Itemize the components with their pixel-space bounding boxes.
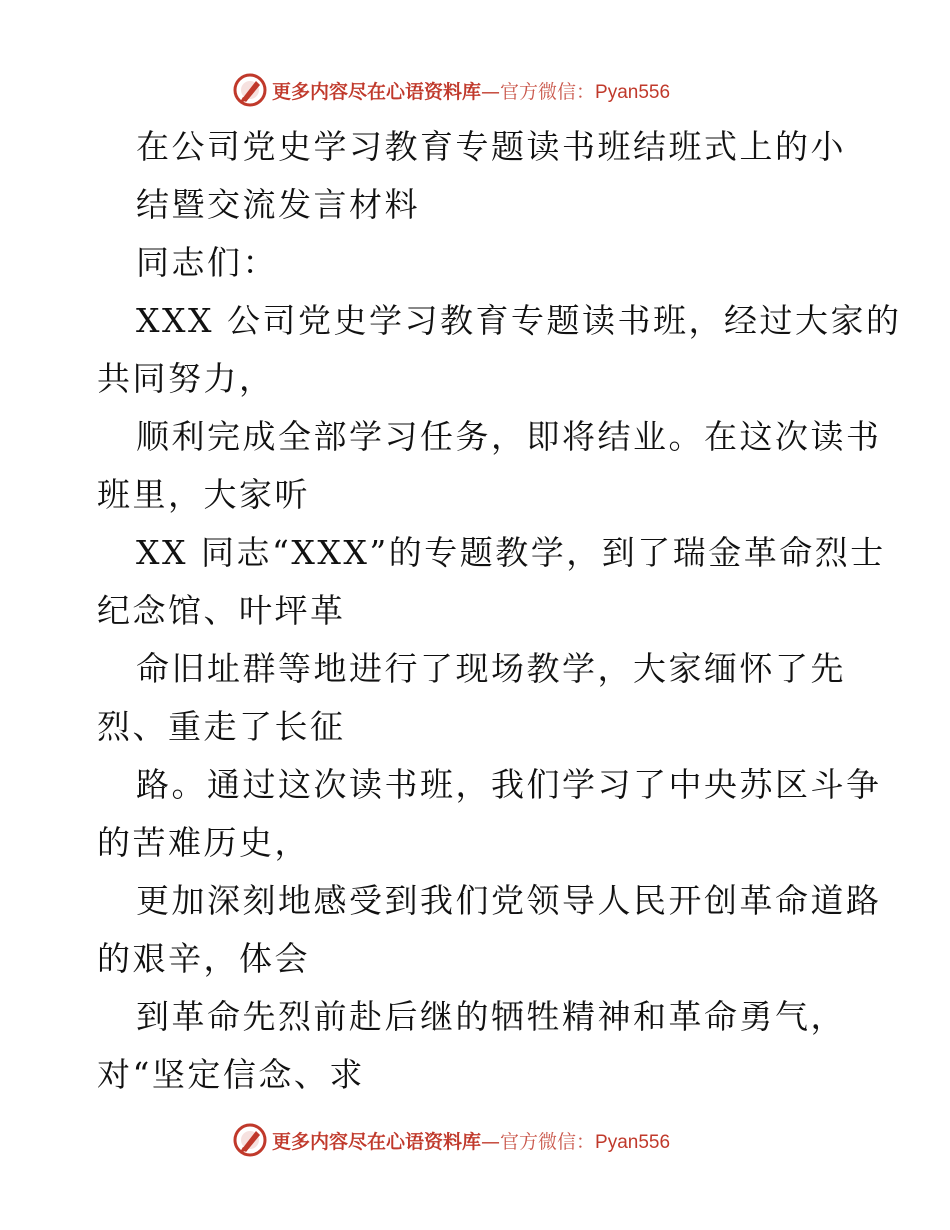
body-line: 纪念馆、叶坪革 [97,591,346,630]
banner-wechat-label: 官方微信： [500,80,596,103]
body-line: 更加深刻地感受到我们党领导人民开创革命道路 [136,881,882,920]
body-line: 烈、重走了长征 [97,707,346,746]
salutation: 同志们： [136,243,278,282]
body-line: 路。通过这次读书班，我们学习了中央苏区斗争 [136,765,882,804]
body-line: 对“坚定信念、求 [97,1055,365,1094]
body-line: 共同努力， [97,359,275,398]
banner-wechat-label: 官方微信： [500,1130,596,1153]
pen-nib-logo-icon [232,1122,268,1158]
title-line-1: 在公司党史学习教育专题读书班结班式上的小 [136,127,846,166]
title-line-2: 结暨交流发言材料 [136,185,420,224]
body-line: XXX 公司党史学习教育专题读书班，经过大家的 [136,301,902,340]
body-line: 的艰辛，体会 [97,939,310,978]
banner-wechat-id: Pyan556 [595,81,671,103]
banner-dash: — [481,80,501,103]
banner-main-text: 更多内容尽在心语资料库 [272,80,482,103]
banner-main-text: 更多内容尽在心语资料库 [272,1130,482,1153]
header-banner [232,70,732,110]
body-line: 命旧址群等地进行了现场教学，大家缅怀了先 [136,649,846,688]
body-line: 到革命先烈前赴后继的牺牲精神和革命勇气， [136,997,846,1036]
body-line: 顺利完成全部学习任务，即将结业。在这次读书 [136,417,882,456]
body-line: 班里，大家听 [97,475,310,514]
banner-text [272,77,670,104]
body-line: XX 同志“XXX”的专题教学，到了瑞金革命烈士 [136,533,886,572]
banner-text [272,1127,670,1154]
pen-nib-logo-icon [232,72,268,108]
body-line: 的苦难历史， [97,823,310,862]
footer-banner [232,1120,732,1160]
banner-wechat-id: Pyan556 [595,1131,671,1153]
banner-dash: — [481,1130,501,1153]
